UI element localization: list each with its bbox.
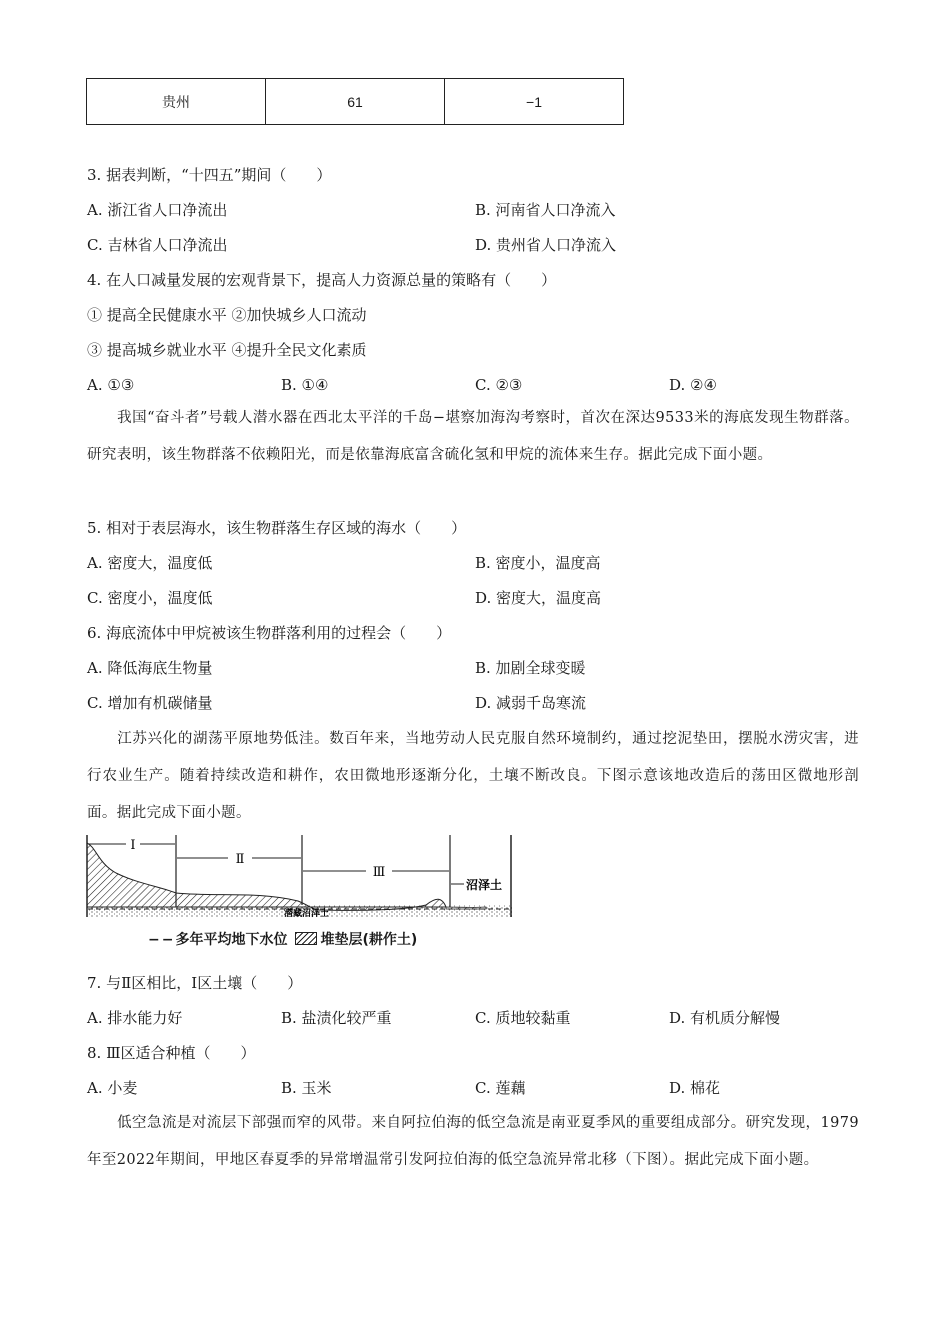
q5-option-a[interactable]: A. 密度大，温度低 [87,554,213,572]
q7-option-b[interactable]: B. 盐渍化较严重 [281,1009,392,1027]
legend-groundwater: 多年平均地下水位 [175,932,288,948]
hatch-symbol [295,932,317,945]
q5-option-b[interactable]: B. 密度小，温度高 [475,554,601,572]
passage-ocean-text: 我国“奋斗者”号载人潜水器在西北太平洋的千岛−堪察加海沟考察时，首次在深达9533米的海底发现生物群落。研究表明，该生物群落不依赖阳光，而是依靠海底富含硫化氢和甲烷的流体来生存。据此完成下面小题。 [87,410,859,463]
zone-label-3: Ⅲ [372,865,386,880]
q8-option-b[interactable]: B. 玉米 [281,1079,332,1097]
q4-items-2: ③ 提高城乡就业水平 ④提升全民文化素质 [87,341,367,359]
q7-option-d[interactable]: D. 有机质分解慢 [669,1009,781,1027]
q6-stem: 6. 海底流体中甲烷被该生物群落利用的过程会（ ） [87,624,452,642]
population-table [86,78,624,125]
q5-option-d[interactable]: D. 密度大，温度高 [475,589,602,607]
q4-items-1: ① 提高全民健康水平 ②加快城乡人口流动 [87,306,367,324]
swamp-soil-label: 沼泽土 [466,878,503,892]
q3-option-a[interactable]: A. 浙江省人口净流出 [87,201,228,219]
legend-fill-layer: 堆垫层(耕作土) [320,932,418,948]
table-row [87,79,624,125]
figure-legend [148,929,417,949]
zone-label-1: Ⅰ [130,838,136,853]
q4-option-b[interactable]: B. ①④ [281,376,329,394]
q7-option-c[interactable]: C. 质地较黏重 [475,1009,571,1027]
q3-stem: 3. 据表判断，“十四五”期间（ ） [87,166,332,184]
q8-stem: 8. Ⅲ区适合种植（ ） [87,1044,256,1062]
q6-option-a[interactable]: A. 降低海底生物量 [87,659,213,677]
table-cell-value-1: 61 [266,79,445,125]
table-cell-value-2: −1 [445,79,624,125]
q3-option-b[interactable]: B. 河南省人口净流入 [475,201,616,219]
passage-low-level-jet [87,1105,859,1179]
q4-option-d[interactable]: D. ②④ [669,376,717,394]
q4-stem: 4. 在人口减量发展的宏观背景下，提高人力资源总量的策略有（ ） [87,271,557,289]
q8-option-d[interactable]: D. 棉花 [669,1079,721,1097]
q6-option-b[interactable]: B. 加剧全球变暖 [475,659,586,677]
buried-swamp-soil-label: 潜藏沼泽土 [284,909,330,919]
q5-option-c[interactable]: C. 密度小，温度低 [87,589,213,607]
passage-ocean [87,400,859,474]
q8-option-a[interactable]: A. 小麦 [87,1079,138,1097]
q7-option-a[interactable]: A. 排水能力好 [87,1009,183,1027]
q7-stem: 7. 与Ⅱ区相比，Ⅰ区土壤（ ） [87,974,303,992]
q3-option-d[interactable]: D. 贵州省人口净流入 [475,236,617,254]
q8-option-c[interactable]: C. 莲藕 [475,1079,526,1097]
q3-option-c[interactable]: C. 吉林省人口净流出 [87,236,228,254]
zone-label-2: Ⅱ [235,852,245,867]
table-cell-province: 贵州 [87,79,266,125]
q6-option-c[interactable]: C. 增加有机碳储量 [87,694,213,712]
q6-option-d[interactable]: D. 减弱千岛寒流 [475,694,587,712]
dashed-line-symbol: −− [148,932,176,948]
q5-stem: 5. 相对于表层海水，该生物群落生存区域的海水（ ） [87,519,467,537]
passage-jiangsu-text: 江苏兴化的湖荡平原地势低洼。数百年来，当地劳动人民克服自然环境制约，通过挖泥垫田，摆脱水涝灾害，进行农业生产。随着持续改造和耕作，农田微地形逐渐分化，土壤不断改良。下图示意该地改造后的荡田区微地形剖面。据此完成下面小题。 [87,731,859,821]
q4-option-a[interactable]: A. ①③ [87,376,135,394]
fill-layer [87,843,446,910]
cross-section-figure [86,835,514,923]
passage-jiangsu [87,721,859,832]
passage-jet-text: 低空急流是对流层下部强而窄的风带。来自阿拉伯海的低空急流是南亚夏季风的重要组成部分。研究发现，1979年至2022年期间，甲地区春夏季的异常增温常引发阿拉伯海的低空急流异常北移（下图）。据此完成下面小题。 [87,1115,859,1168]
q4-option-c[interactable]: C. ②③ [475,376,523,394]
